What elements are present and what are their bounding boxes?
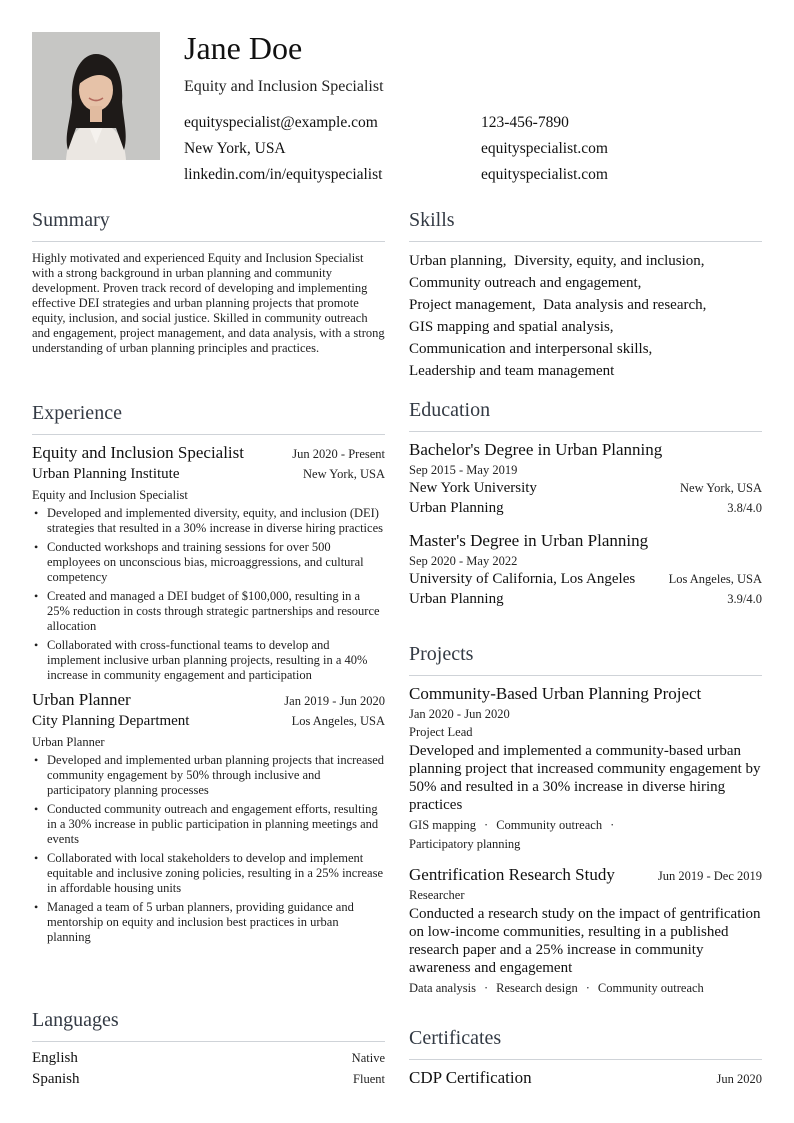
certificate-item — [409, 1068, 762, 1088]
project-tag: Data analysis — [409, 981, 476, 995]
languages-section — [32, 1007, 385, 1088]
contact-website-2[interactable]: equityspecialist.com — [481, 166, 608, 183]
experience-location: Los Angeles, USA — [291, 714, 385, 728]
skill-item: Data analysis and research, — [543, 297, 707, 313]
skill-item: Community outreach and engagement, — [409, 275, 642, 291]
project-item — [409, 865, 762, 998]
summary-section — [32, 207, 385, 356]
education-date: Sep 2015 - May 2019 — [409, 463, 518, 477]
project-tag: Community outreach — [496, 818, 603, 832]
skill-item: Project management, — [409, 297, 536, 313]
project-tags — [409, 979, 762, 998]
experience-bullet: • Developed and implemented diversity, equity, and inclusion (DEI) strategies that resulted in a 30% increase in diverse hiring practices — [32, 506, 385, 536]
education-gpa: 3.8/4.0 — [727, 501, 762, 515]
candidate-headline: Equity and Inclusion Specialist — [184, 78, 384, 95]
project-tag: Research design — [496, 981, 578, 995]
contact-phone[interactable]: 123-456-7890 — [481, 114, 569, 131]
experience-position: Equity and Inclusion Specialist — [32, 443, 244, 462]
skill-item: Urban planning, — [409, 253, 507, 269]
certificates-section — [409, 1025, 762, 1088]
project-role: Project Lead — [409, 725, 473, 739]
skills-heading: Skills — [409, 209, 455, 231]
profile-photo — [32, 32, 160, 160]
education-location: Los Angeles, USA — [668, 572, 762, 586]
experience-heading: Experience — [32, 402, 122, 424]
education-date: Sep 2020 - May 2022 — [409, 554, 518, 568]
education-gpa: 3.9/4.0 — [727, 592, 762, 606]
education-heading: Education — [409, 399, 491, 421]
project-tag: Participatory planning — [409, 837, 521, 851]
education-field: Urban Planning — [409, 591, 504, 607]
experience-role: Equity and Inclusion Specialist — [32, 488, 188, 502]
experience-bullet: • Collaborated with local stakeholders to develop and implement equitable and inclusive zoning policies, resulting in a 25% increase in affordable housing units — [32, 851, 385, 896]
experience-bullet: • Conducted community outreach and engagement efforts, resulting in a 30% increase in public participation in planning meetings and events — [32, 802, 385, 847]
experience-date: Jan 2019 - Jun 2020 — [284, 694, 385, 708]
project-date: Jan 2020 - Jun 2020 — [409, 707, 510, 721]
education-location: New York, USA — [680, 481, 762, 495]
experience-bullet: • Managed a team of 5 urban planners, providing guidance and mentorship on equity and inclusion best practices in urban planning — [32, 900, 385, 945]
tag-separator: · — [610, 818, 615, 832]
languages-heading: Languages — [32, 1009, 119, 1031]
certificates-divider — [409, 1059, 762, 1060]
skill-item: Diversity, equity, and inclusion, — [513, 253, 705, 269]
project-tag: Community outreach — [597, 981, 704, 995]
skill-item: Leadership and team management — [409, 363, 615, 379]
experience-company: Urban Planning Institute — [32, 466, 180, 482]
project-tag: GIS mapping — [409, 818, 477, 832]
certificate-date: Jun 2020 — [716, 1072, 762, 1086]
project-date: Jun 2019 - Dec 2019 — [657, 869, 762, 883]
project-name: Community-Based Urban Planning Project — [409, 684, 702, 703]
languages-divider — [32, 1041, 385, 1042]
contact-email[interactable]: equityspecialist@example.com — [184, 114, 378, 131]
language-item — [32, 1071, 385, 1088]
experience-location: New York, USA — [303, 467, 385, 481]
project-name: Gentrification Research Study — [409, 865, 615, 884]
candidate-name: Jane Doe — [184, 30, 303, 66]
tag-separator: · — [484, 981, 489, 995]
education-school: New York University — [409, 480, 537, 496]
skill-item: GIS mapping and spatial analysis, — [409, 319, 614, 335]
certificates-heading: Certificates — [409, 1027, 502, 1049]
project-description: Developed and implemented a community-based urban planning project that increased community engagement by 50% and resulted in a 30% increase in diverse hiring practices — [409, 743, 761, 813]
tag-separator: · — [585, 981, 590, 995]
experience-item — [32, 443, 385, 683]
summary-heading: Summary — [32, 209, 110, 231]
education-degree: Master's Degree in Urban Planning — [409, 531, 649, 550]
skill-item: Communication and interpersonal skills, — [409, 341, 653, 357]
experience-section — [32, 400, 385, 949]
certificate-name: CDP Certification — [409, 1068, 532, 1087]
experience-bullet: • Developed and implemented urban planning projects that increased community engagement by 50% through inclusive and participatory planning processes — [32, 753, 385, 798]
language-item — [32, 1050, 385, 1067]
language-level: Fluent — [353, 1072, 385, 1086]
projects-heading: Projects — [409, 643, 474, 665]
project-role: Researcher — [409, 888, 465, 902]
experience-position: Urban Planner — [32, 690, 131, 709]
education-school: University of California, Los Angeles — [409, 571, 636, 587]
projects-divider — [409, 675, 762, 676]
tag-separator: · — [484, 818, 489, 832]
experience-bullet: • Conducted workshops and training sessions for over 500 employees on unconscious bias, microaggressions, and cultural competency — [32, 540, 385, 585]
summary-divider — [32, 241, 385, 242]
education-degree: Bachelor's Degree in Urban Planning — [409, 440, 663, 459]
language-level: Native — [351, 1051, 385, 1065]
skills-divider — [409, 241, 762, 242]
summary-text: Highly motivated and experienced Equity and Inclusion Specialist with a strong background in urban planning and community development. Proven track record of developing and implementing effective DEI strategies and urban planning projects that promote equity, inclusion, and social justice. Skilled in community outreach and engagement, project management, and data analysis, with a strong understanding of urban planning principles and practices. — [32, 251, 385, 355]
experience-bullet: • Collaborated with cross-functional teams to develop and implement inclusive urban planning projects, resulting in a 40% increase in community engagement and participation — [32, 638, 385, 683]
language-name: Spanish — [32, 1071, 80, 1087]
experience-company: City Planning Department — [32, 713, 190, 729]
experience-item — [32, 690, 385, 945]
projects-section — [409, 641, 762, 998]
skills-list — [409, 250, 762, 382]
experience-date: Jun 2020 - Present — [292, 447, 385, 461]
experience-divider — [32, 434, 385, 435]
contact-location: New York, USA — [184, 140, 286, 157]
experience-role: Urban Planner — [32, 735, 105, 749]
education-divider — [409, 431, 762, 432]
language-name: English — [32, 1050, 78, 1066]
contact-linkedin[interactable]: linkedin.com/in/equityspecialist — [184, 166, 383, 183]
experience-bullet: • Created and managed a DEI budget of $100,000, resulting in a 25% reduction in costs through strategic partnerships and resource allocation — [32, 589, 385, 634]
skills-section — [409, 207, 762, 382]
contact-website[interactable]: equityspecialist.com — [481, 140, 608, 157]
education-section — [409, 397, 762, 608]
project-description: Conducted a research study on the impact of gentrification on low-income communities, resulting in a published research paper and a 25% increase in community awareness and engagement — [409, 906, 761, 976]
project-item — [409, 684, 762, 854]
education-field: Urban Planning — [409, 500, 504, 516]
profile-photo-image — [32, 32, 160, 160]
education-item — [409, 531, 762, 608]
project-tags — [409, 816, 762, 854]
education-item — [409, 440, 762, 517]
